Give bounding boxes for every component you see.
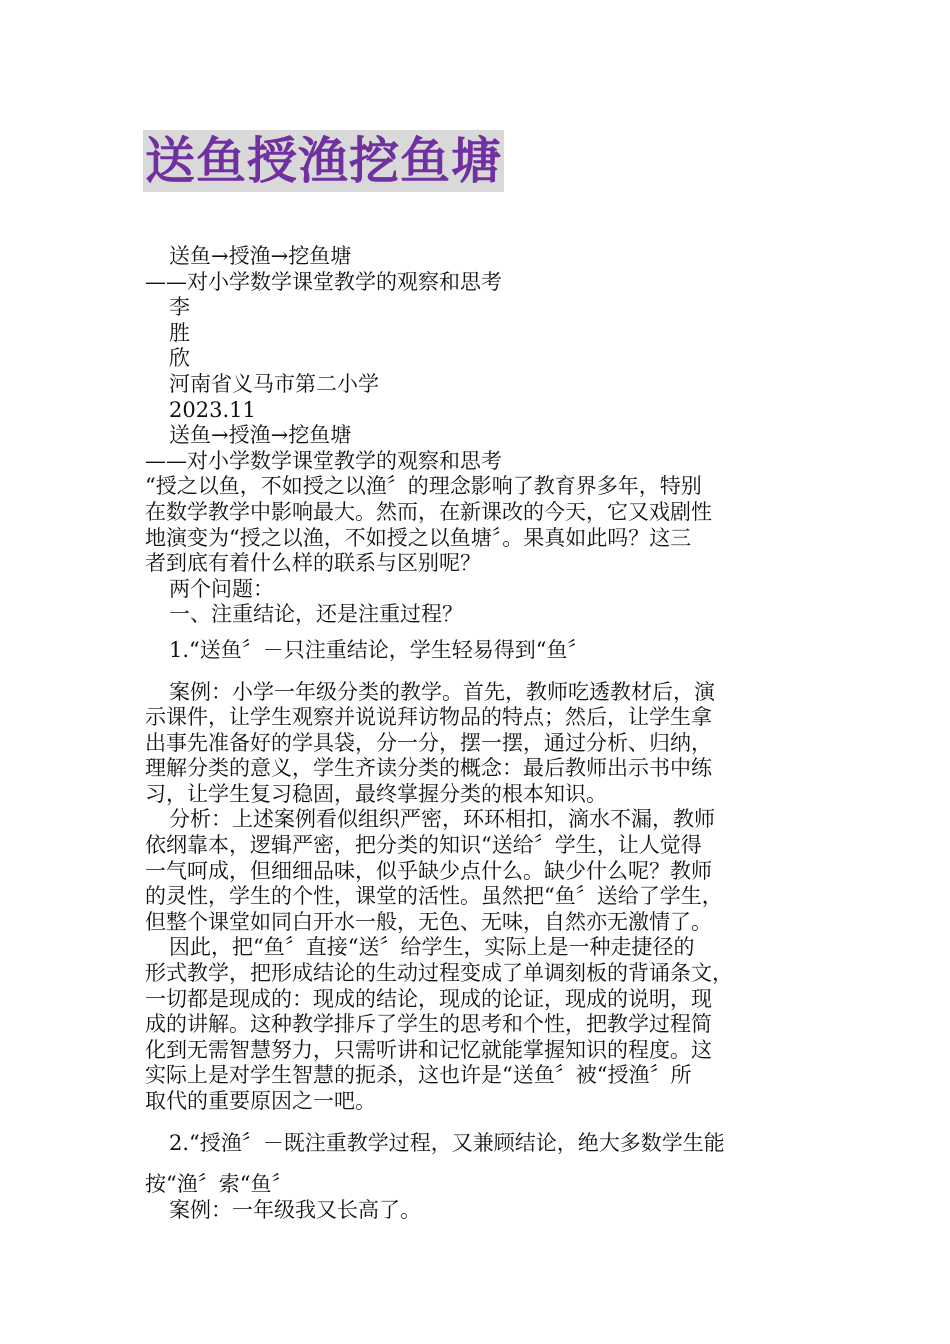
section-heading: 一、注重结论，还是注重过程？ <box>169 602 463 627</box>
document-body <box>145 244 810 1223</box>
paragraph-line: 习，让学生复习稳固，最终掌握分类的根本知识。 <box>145 781 607 806</box>
affiliation: 河南省义马市第二小学 <box>169 371 379 396</box>
paragraph-line: 化到无需智慧努力，只需听讲和记忆就能掌握知识的程度。这 <box>145 1037 712 1062</box>
paragraph-line: 依纲靠本，逻辑严密，把分类的知识“送给〞学生，让人觉得 <box>145 833 702 858</box>
author-char: 胜 <box>169 320 190 345</box>
paragraph-line: 因此，把“鱼〞直接“送〞给学生，实际上是一种走捷径的 <box>169 935 695 960</box>
subtitle-line: 送鱼→授渔→挖鱼塘 <box>169 244 352 268</box>
paragraph-line: 的灵性，学生的个性，课堂的活性。虽然把“鱼〞送给了学生， <box>145 884 723 909</box>
paragraph-line: 实际上是对学生智慧的扼杀，这也许是“送鱼〞被“授渔〞所 <box>145 1063 692 1088</box>
paragraph-line: 一切都是现成的：现成的结论，现成的论证，现成的说明，现 <box>145 986 712 1011</box>
paragraph-line: 示课件，让学生观察并说说拜访物品的特点；然后，让学生拿 <box>145 705 712 730</box>
subsection-heading: 1.“送鱼〞－只注重结论，学生轻易得到“鱼〞 <box>169 637 589 662</box>
subtitle-line: ——对小学数学课堂教学的观察和思考 <box>145 448 502 473</box>
author-char: 李 <box>169 295 190 320</box>
paragraph-line: 形式教学，把形成结论的生动过程变成了单调刻板的背诵条文， <box>145 961 733 986</box>
paragraph-line: 者到底有着什么样的联系与区别呢？ <box>145 551 481 576</box>
subtitle-line: 送鱼→授渔→挖鱼塘 <box>169 423 352 448</box>
document-title: 送鱼授渔挖鱼塘 <box>145 132 502 190</box>
paragraph-line: 理解分类的意义，学生齐读分类的概念：最后教师出示书中练 <box>145 756 712 781</box>
subsection-heading: 按“渔〞索“鱼〞 <box>145 1172 293 1197</box>
paragraph-line: 案例：小学一年级分类的教学。首先，教师吃透教材后，演 <box>169 679 715 704</box>
date: 2023.11 <box>169 397 256 422</box>
paragraph-line: 成的讲解。这种教学排斥了学生的思考和个性，把教学过程简 <box>145 1012 712 1037</box>
paragraph-line: 在数学教学中影响最大。然而，在新课改的今天，它又戏剧性 <box>145 499 712 524</box>
paragraph-line: 一气呵成，但细细品味，似乎缺少点什么。缺少什么呢？教师 <box>145 858 712 883</box>
paragraph-line: 地演变为“授之以渔，不如授之以鱼塘〞。果真如此吗？这三 <box>145 525 692 550</box>
paragraph-line: 案例：一年级我又长高了。 <box>169 1197 421 1222</box>
subtitle-line: ——对小学数学课堂教学的观察和思考 <box>145 269 502 294</box>
paragraph-line: 但整个课堂如同白开水一般，无色、无味，自然亦无激情了。 <box>145 909 712 934</box>
paragraph-line: “授之以鱼，不如授之以渔〞的理念影响了教育界多年，特别 <box>145 474 702 499</box>
paragraph-line: 取代的重要原因之一吧。 <box>145 1089 376 1113</box>
author-char: 欣 <box>169 346 190 371</box>
paragraph-line: 分析：上述案例看似组织严密，环环相扣，滴水不漏，教师 <box>169 807 715 832</box>
paragraph-line: 两个问题： <box>169 576 274 601</box>
subsection-heading: 2.“授渔〞－既注重教学过程，又兼顾结论，绝大多数学生能 <box>169 1130 725 1155</box>
paragraph-line: 出事先准备好的学具袋，分一分，摆一摆，通过分析、归纳， <box>145 730 712 755</box>
